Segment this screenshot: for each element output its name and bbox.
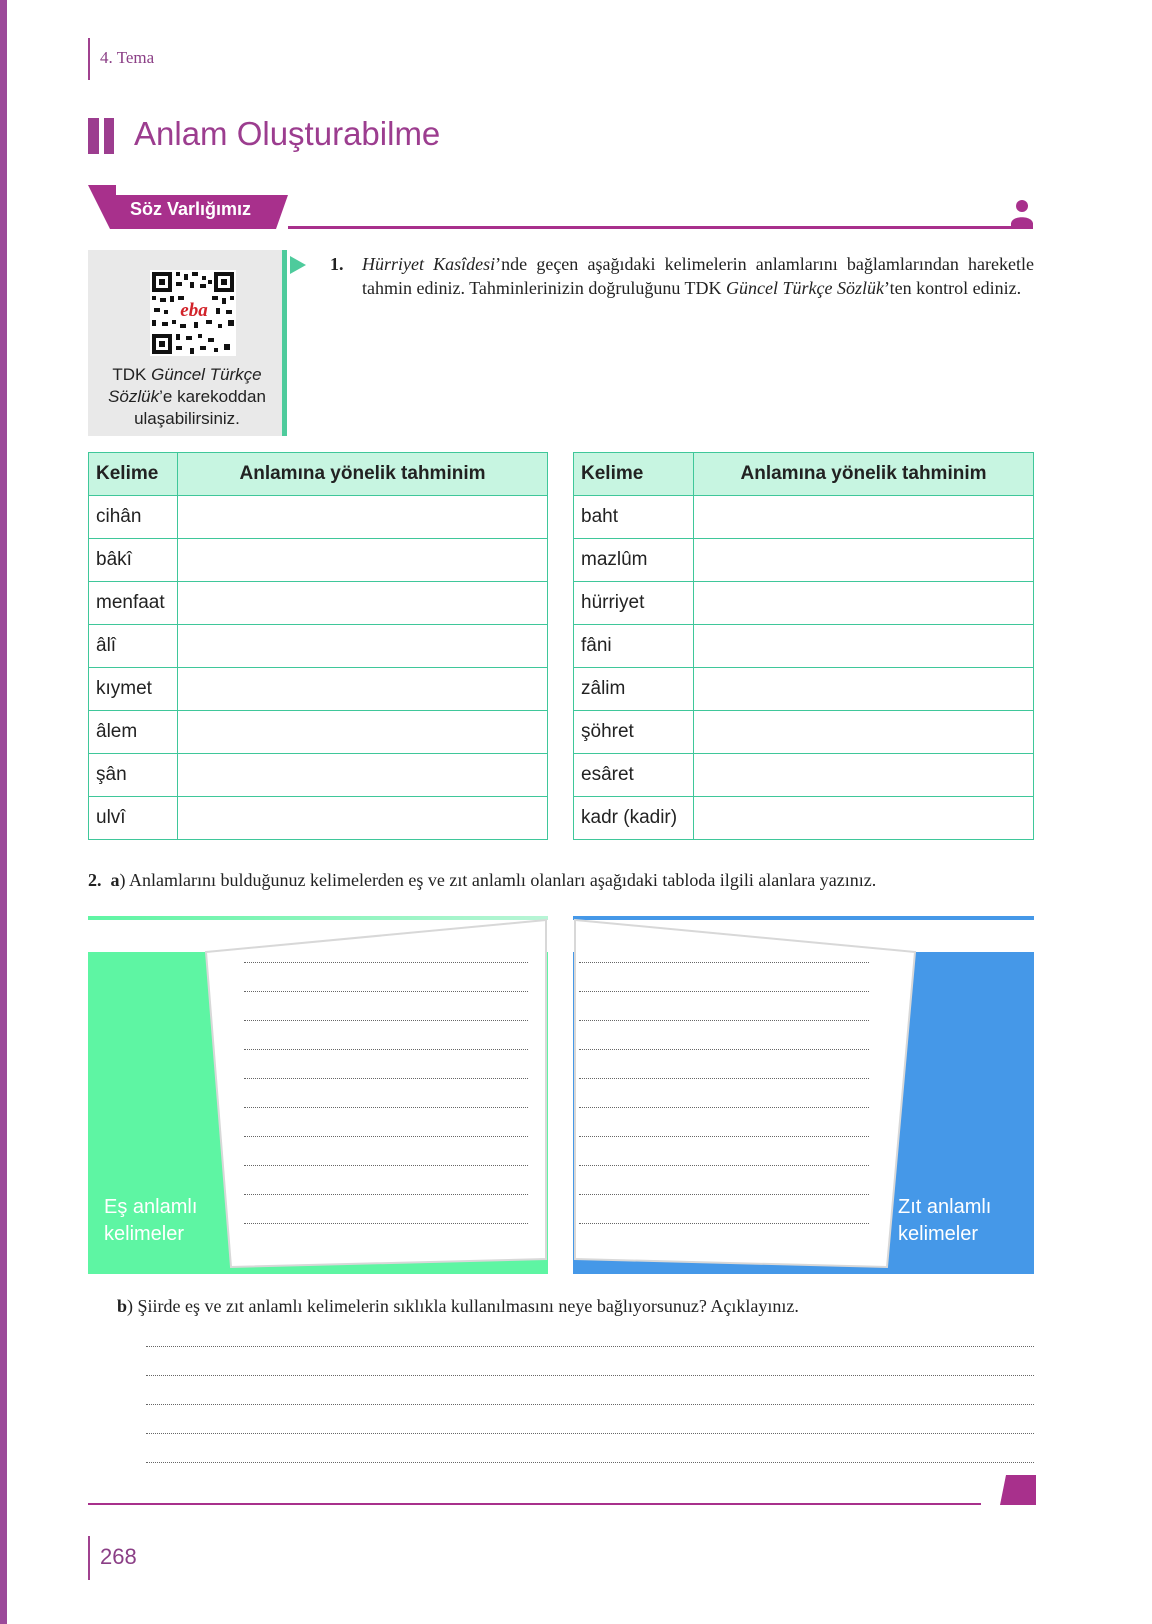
antonyms-panel [573, 916, 1034, 1274]
word-cell: ulvî [89, 797, 178, 840]
title-marker [104, 118, 114, 154]
guess-cell[interactable] [178, 539, 548, 582]
answer-line[interactable] [579, 1078, 869, 1079]
column-header: Kelime [89, 453, 178, 496]
column-header: Anlamına yönelik tahminim [694, 453, 1034, 496]
answer-line[interactable] [579, 1020, 869, 1021]
guess-cell[interactable] [694, 711, 1034, 754]
guess-cell[interactable] [694, 668, 1034, 711]
answer-line[interactable] [244, 1020, 528, 1021]
answer-line[interactable] [579, 1107, 869, 1108]
question-text: ) Anlamlarını bulduğunuz kelimelerden eş ve zıt anlamlı olanları aşağıdaki tabloda ilgili alanlara yazınız. [119, 870, 877, 890]
answer-line[interactable] [244, 1194, 528, 1195]
answer-line[interactable] [146, 1346, 1034, 1347]
theme-label: 4. Tema [100, 48, 155, 67]
question-number: 1. [330, 254, 344, 274]
guess-cell[interactable] [694, 496, 1034, 539]
answer-line[interactable] [579, 1223, 869, 1224]
column-header: Anlamına yönelik tahminim [178, 453, 548, 496]
guess-cell[interactable] [178, 754, 548, 797]
word-cell: şân [89, 754, 178, 797]
header-divider [88, 38, 90, 80]
sub-question-label: b [117, 1296, 128, 1316]
word-cell: mazlûm [574, 539, 694, 582]
answer-line[interactable] [579, 1165, 869, 1166]
answer-line[interactable] [244, 1078, 528, 1079]
guess-cell[interactable] [694, 625, 1034, 668]
guess-cell[interactable] [178, 625, 548, 668]
page-number: 268 [100, 1544, 137, 1569]
question-1 [330, 252, 1034, 300]
answer-line[interactable] [244, 962, 528, 963]
question-text: Hürriyet Kasîdesi’nde geçen aşağıdaki kelimelerin anlamlarını bağlamlarından hareketle tahmin ediniz. Tahminlerinizin doğruluğunu TDK Güncel Türkçe Sözlük’ten kontrol ediniz. [362, 254, 1034, 298]
answer-line[interactable] [579, 1136, 869, 1137]
word-cell: şöhret [574, 711, 694, 754]
word-cell: hürriyet [574, 582, 694, 625]
answer-line[interactable] [579, 1194, 869, 1195]
answer-line[interactable] [146, 1375, 1034, 1376]
word-table-right [573, 452, 1034, 840]
word-cell: baht [574, 496, 694, 539]
word-cell: âlî [89, 625, 178, 668]
answer-line[interactable] [146, 1404, 1034, 1405]
footer-divider [88, 1536, 90, 1580]
answer-line[interactable] [146, 1433, 1034, 1434]
synonyms-panel [88, 916, 548, 1274]
section-header [88, 185, 1033, 231]
word-cell: kıymet [89, 668, 178, 711]
word-cell: esâret [574, 754, 694, 797]
section-rule [288, 226, 1033, 229]
footer-rule [88, 1503, 981, 1505]
word-cell: menfaat [89, 582, 178, 625]
question-number: 2. [88, 870, 102, 890]
answer-line[interactable] [146, 1462, 1034, 1463]
guess-cell[interactable] [178, 711, 548, 754]
word-cell: kadr (kadir) [574, 797, 694, 840]
section-title: Söz Varlığımız [130, 199, 252, 219]
answer-line[interactable] [579, 991, 869, 992]
word-cell: cihân [89, 496, 178, 539]
column-header: Kelime [574, 453, 694, 496]
qr-caption: TDK Güncel Türkçe Sözlük’e karekoddan ulaşabilirsiniz. [108, 365, 266, 428]
synonyms-label: Eş anlamlı kelimeler [104, 1196, 198, 1245]
footer-flag [1000, 1475, 1036, 1505]
word-table-left [88, 452, 548, 840]
title-marker [88, 118, 99, 154]
answer-line[interactable] [244, 1107, 528, 1108]
guess-cell[interactable] [178, 797, 548, 840]
qr-panel-stripe [282, 250, 287, 436]
guess-cell[interactable] [694, 797, 1034, 840]
answer-line[interactable] [579, 1049, 869, 1050]
word-cell: zâlim [574, 668, 694, 711]
question-text: ) Şiirde eş ve zıt anlamlı kelimelerin sıklıkla kullanılmasını neye bağlıyorsunuz? Açıklayınız. [127, 1296, 799, 1316]
user-icon [1008, 198, 1036, 226]
antonyms-label: Zıt anlamlı kelimeler [898, 1196, 992, 1245]
eba-logo: eba [180, 300, 208, 321]
page-title: Anlam Oluşturabilme [134, 115, 441, 152]
guess-cell[interactable] [178, 582, 548, 625]
question-2b [117, 1296, 799, 1317]
answer-line[interactable] [244, 1165, 528, 1166]
guess-cell[interactable] [694, 582, 1034, 625]
guess-cell[interactable] [178, 668, 548, 711]
answer-line[interactable] [244, 1136, 528, 1137]
answer-line[interactable] [579, 962, 869, 963]
question-arrow-icon [290, 256, 306, 274]
word-cell: fâni [574, 625, 694, 668]
sub-question-label: a [110, 870, 120, 890]
question-2a [88, 870, 876, 891]
guess-cell[interactable] [694, 754, 1034, 797]
guess-cell[interactable] [694, 539, 1034, 582]
answer-line[interactable] [244, 991, 528, 992]
guess-cell[interactable] [178, 496, 548, 539]
answer-line[interactable] [244, 1223, 528, 1224]
qr-code-icon[interactable] [150, 270, 236, 356]
answer-line[interactable] [244, 1049, 528, 1050]
word-cell: bâkî [89, 539, 178, 582]
word-cell: âlem [89, 711, 178, 754]
page-edge-bar [0, 0, 7, 1624]
